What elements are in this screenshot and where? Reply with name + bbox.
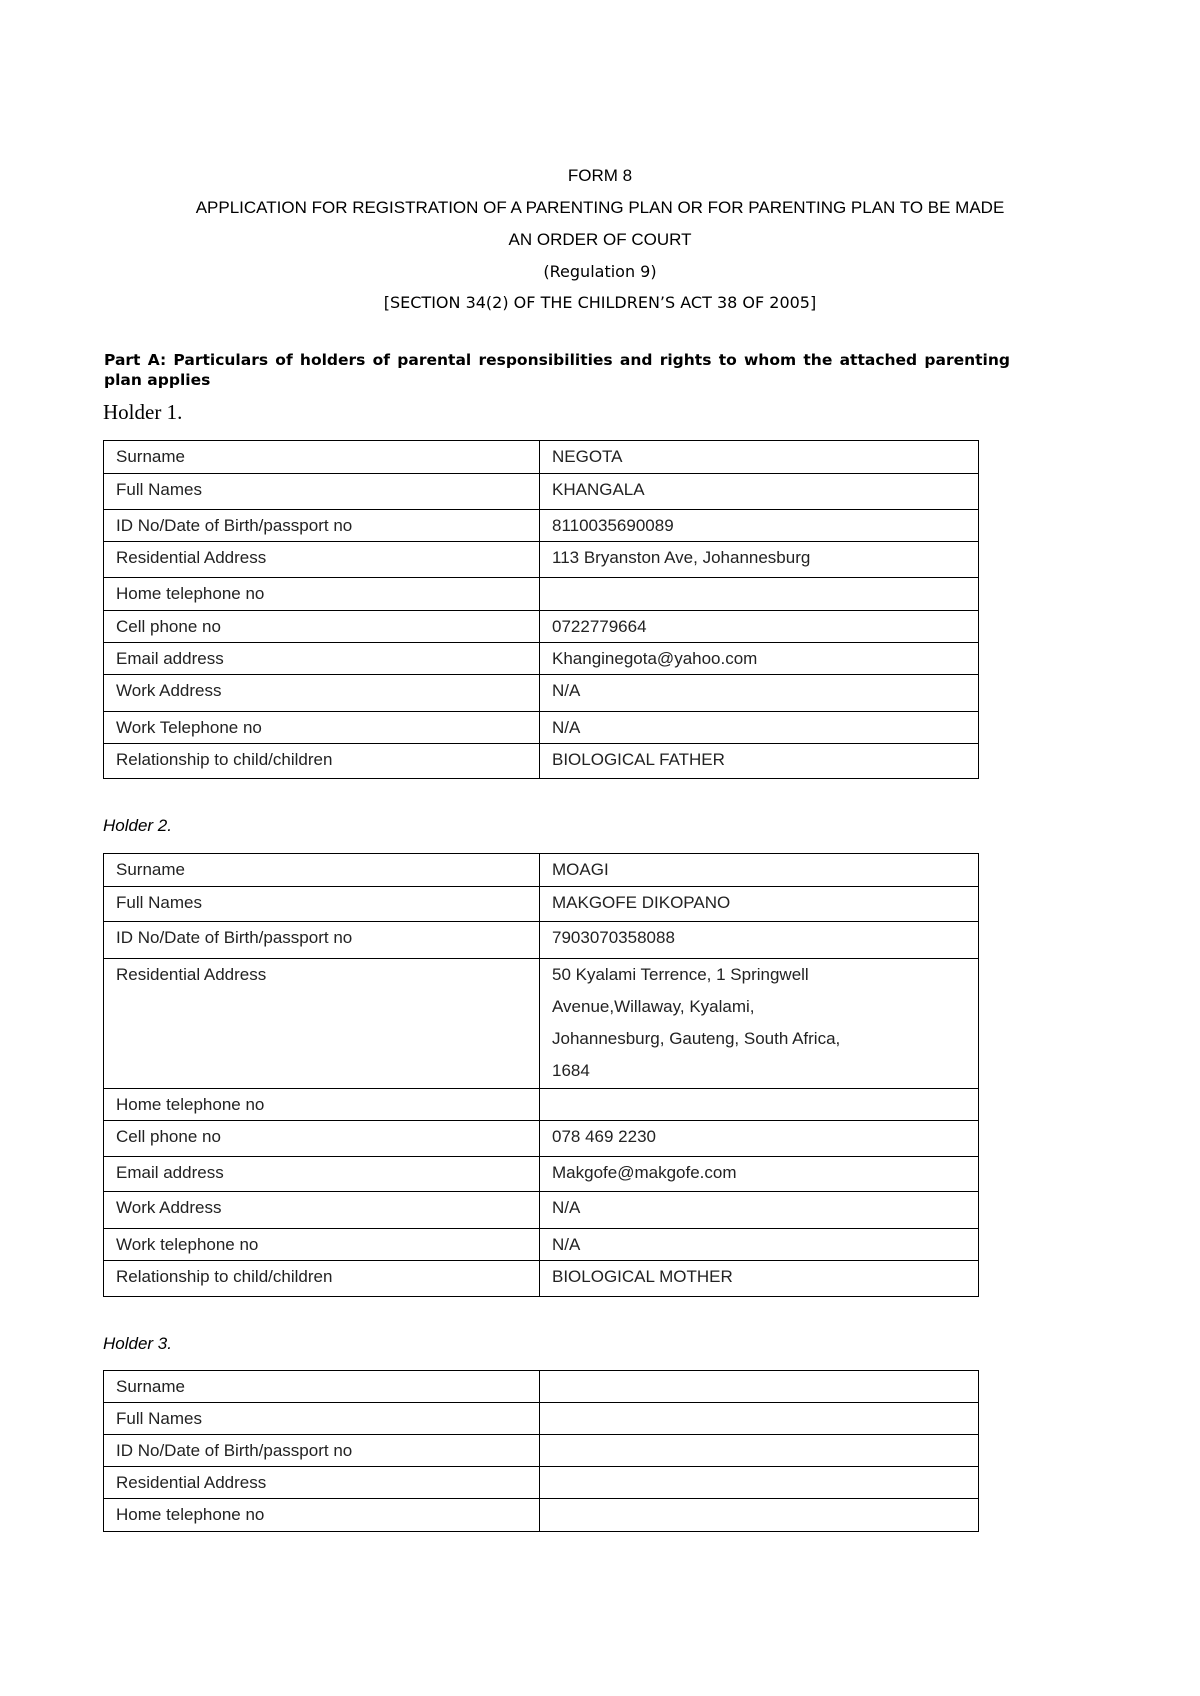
- table-row: [104, 611, 979, 643]
- field-value: [540, 1089, 979, 1121]
- field-label: Work telephone no: [104, 1229, 540, 1261]
- field-value: BIOLOGICAL MOTHER: [540, 1261, 979, 1297]
- field-label: Home telephone no: [104, 1089, 540, 1121]
- field-label: Surname: [104, 1371, 540, 1403]
- table-row: [104, 1192, 979, 1229]
- table-row: [104, 854, 979, 887]
- field-value: N/A: [540, 712, 979, 744]
- field-label: Work Telephone no: [104, 712, 540, 744]
- holder-3-table: [103, 1370, 979, 1532]
- field-label: Surname: [104, 854, 540, 887]
- field-value: N/A: [540, 675, 979, 712]
- field-label: Residential Address: [104, 959, 540, 1089]
- section-reference: [SECTION 34(2) OF THE CHILDREN’S ACT 38 OF 2005]: [383, 293, 817, 312]
- table-row: [104, 922, 979, 959]
- address-line: 50 Kyalami Terrence, 1 Springwell: [552, 965, 809, 984]
- table-row: [104, 1467, 979, 1499]
- field-label: ID No/Date of Birth/passport no: [104, 922, 540, 959]
- table-row: [104, 1403, 979, 1435]
- field-value: [540, 1435, 979, 1467]
- field-label: ID No/Date of Birth/passport no: [104, 510, 540, 542]
- holder-3-title: Holder 3.: [103, 1334, 172, 1353]
- table-row: [104, 510, 979, 542]
- field-label: Email address: [104, 1157, 540, 1192]
- field-value: 7903070358088: [540, 922, 979, 959]
- field-value: [540, 1371, 979, 1403]
- field-label: Work Address: [104, 1192, 540, 1229]
- table-row: [104, 1371, 979, 1403]
- regulation-reference: (Regulation 9): [543, 262, 657, 281]
- holder-1-table: [103, 440, 979, 779]
- field-value: 078 469 2230: [540, 1121, 979, 1157]
- field-value: N/A: [540, 1229, 979, 1261]
- field-label: Home telephone no: [104, 578, 540, 611]
- table-row: [104, 441, 979, 474]
- field-label: Cell phone no: [104, 611, 540, 643]
- field-value: Khanginegota@yahoo.com: [540, 643, 979, 675]
- table-row: [104, 578, 979, 611]
- table-row: [104, 887, 979, 922]
- field-label: Surname: [104, 441, 540, 474]
- table-row: [104, 1121, 979, 1157]
- form-title-line1: APPLICATION FOR REGISTRATION OF A PARENTING PLAN OR FOR PARENTING PLAN TO BE MADE: [195, 198, 1005, 217]
- field-label: Full Names: [104, 1403, 540, 1435]
- table-row: [104, 1499, 979, 1532]
- table-row: [104, 643, 979, 675]
- field-value: 113 Bryanston Ave, Johannesburg: [540, 542, 979, 578]
- field-value: KHANGALA: [540, 474, 979, 510]
- part-a-heading: Part A: Particulars of holders of parental responsibilities and rights to whom the attached parenting plan applies: [104, 351, 1010, 389]
- table-row: [104, 959, 979, 1089]
- holder-1-title: Holder 1.: [103, 400, 183, 424]
- form-title-line2: AN ORDER OF COURT: [508, 230, 692, 249]
- field-value: 8110035690089: [540, 510, 979, 542]
- field-label: Residential Address: [104, 1467, 540, 1499]
- table-row: [104, 1261, 979, 1297]
- table-row: [104, 474, 979, 510]
- table-row: [104, 1435, 979, 1467]
- table-row: [104, 1089, 979, 1121]
- field-value: MOAGI: [540, 854, 979, 887]
- address-line: Avenue,Willaway, Kyalami,: [552, 997, 755, 1016]
- field-value: MAKGOFE DIKOPANO: [540, 887, 979, 922]
- field-value: BIOLOGICAL FATHER: [540, 744, 979, 779]
- address-line: 1684: [552, 1061, 590, 1080]
- field-label: Full Names: [104, 887, 540, 922]
- field-label: Work Address: [104, 675, 540, 712]
- table-row: [104, 1157, 979, 1192]
- field-value: N/A: [540, 1192, 979, 1229]
- table-row: [104, 1229, 979, 1261]
- field-label: Home telephone no: [104, 1499, 540, 1532]
- address-line: Johannesburg, Gauteng, South Africa,: [552, 1029, 841, 1048]
- field-label: Cell phone no: [104, 1121, 540, 1157]
- holder-2-table: [103, 853, 979, 1297]
- field-label: ID No/Date of Birth/passport no: [104, 1435, 540, 1467]
- field-value: [540, 1467, 979, 1499]
- table-row: [104, 712, 979, 744]
- table-row: [104, 744, 979, 779]
- field-value: NEGOTA: [540, 441, 979, 474]
- field-value: [540, 1499, 979, 1532]
- field-label: Residential Address: [104, 542, 540, 578]
- field-label: Relationship to child/children: [104, 744, 540, 779]
- table-row: [104, 675, 979, 712]
- field-value: [540, 578, 979, 611]
- holder-2-title: Holder 2.: [103, 816, 172, 835]
- field-label: Email address: [104, 643, 540, 675]
- field-value: Makgofe@makgofe.com: [540, 1157, 979, 1192]
- field-value-multiline: [540, 959, 979, 1089]
- field-value: 0722779664: [540, 611, 979, 643]
- field-label: Full Names: [104, 474, 540, 510]
- field-value: [540, 1403, 979, 1435]
- table-row: [104, 542, 979, 578]
- field-label: Relationship to child/children: [104, 1261, 540, 1297]
- form-number: FORM 8: [567, 166, 633, 185]
